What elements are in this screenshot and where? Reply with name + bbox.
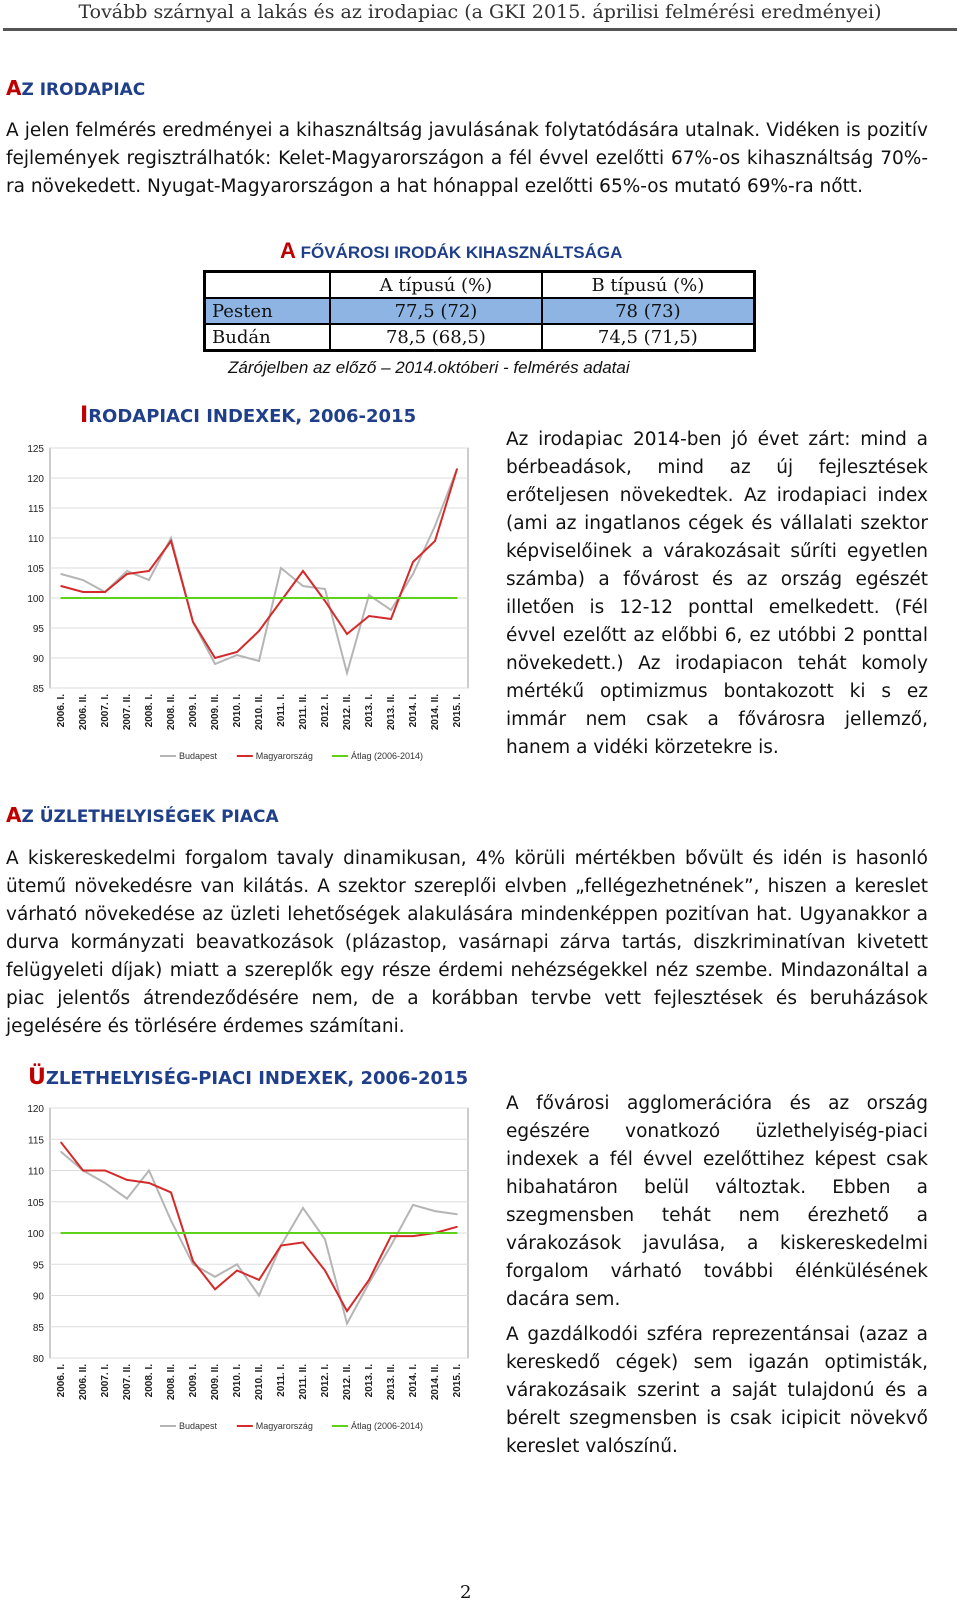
data-point — [324, 1238, 326, 1240]
heading-rest: Z ÜZLETHELYISÉGEK PIACA — [21, 807, 279, 827]
heading-initial: I — [80, 403, 89, 428]
x-tick-label: 2013. II. — [386, 694, 397, 731]
page-number: 2 — [460, 1582, 472, 1603]
data-point — [368, 1232, 370, 1234]
retail-paragraph-1: A fővárosi agglomerációra és az ország egészére vonatkozó üzlethelyiség-piaci indexek a fél évvel ezelőttihez képest csak hibahatáron belül változtak. Ebben a szegmensben tehát nem érezhető a várakozások javulása, a kiskereskedelmi forgalom várható további élénkülésének dacára sem. — [506, 1093, 928, 1310]
data-point — [236, 1263, 238, 1265]
data-point — [192, 621, 194, 623]
x-tick-label: 2012. II. — [342, 694, 353, 731]
x-tick-label: 2006. I. — [56, 694, 67, 728]
data-point — [126, 1232, 128, 1234]
page-header — [0, 0, 960, 34]
data-point — [192, 1260, 194, 1262]
legend-label: Átlag (2006-2014) — [351, 1421, 424, 1431]
heading-rest: ZLETHELYISÉG-PIACI INDEXEK, 2006-2015 — [45, 1068, 469, 1089]
y-tick-label: 100 — [27, 1229, 44, 1240]
data-point — [302, 585, 304, 587]
x-tick-label: 2007. II. — [122, 1364, 133, 1401]
data-point — [82, 579, 84, 581]
data-point — [280, 567, 282, 569]
data-point — [258, 1295, 260, 1297]
y-tick-label: 105 — [27, 1197, 44, 1209]
data-point — [368, 1282, 370, 1284]
data-point — [390, 618, 392, 620]
x-tick-label: 2009. II. — [210, 1364, 221, 1401]
data-point — [126, 1198, 128, 1200]
x-tick-label: 2012. II. — [342, 1364, 353, 1401]
table-header-cell: B típusú (%) — [542, 272, 755, 299]
legend-label: Magyarország — [255, 751, 313, 761]
x-tick-label: 2014. II. — [430, 1364, 441, 1401]
data-point — [258, 1279, 260, 1281]
occupancy-table-title — [280, 238, 622, 264]
x-tick-label: 2008. II. — [166, 694, 177, 731]
x-tick-label: 2006. I. — [56, 1364, 67, 1398]
y-tick-label: 90 — [32, 1291, 44, 1303]
heading-initial: A — [6, 803, 22, 827]
data-point — [148, 1232, 150, 1234]
data-point — [346, 1323, 348, 1325]
x-tick-label: 2006. II. — [78, 1364, 89, 1401]
x-tick-label: 2009. II. — [210, 694, 221, 731]
x-tick-label: 2013. II. — [386, 1364, 397, 1401]
y-tick-label: 105 — [27, 564, 44, 575]
x-tick-label: 2011. I. — [276, 694, 287, 727]
heading-initial: Ü — [28, 1065, 46, 1090]
data-point — [368, 594, 370, 596]
x-tick-label: 2007. II. — [122, 694, 133, 731]
legend-label: Átlag (2006-2014) — [351, 751, 424, 761]
x-tick-label: 2007. I. — [100, 1364, 111, 1398]
y-tick-label: 85 — [32, 684, 44, 695]
table-cell: 78,5 (68,5) — [330, 324, 542, 351]
table-title-initial: A — [280, 238, 296, 263]
x-tick-label: 2012. I. — [320, 694, 331, 728]
data-point — [148, 570, 150, 572]
x-tick-label: 2014. I. — [408, 1364, 419, 1398]
y-tick-label: 110 — [28, 1166, 44, 1178]
data-point — [412, 1232, 414, 1234]
data-point — [346, 1310, 348, 1312]
x-tick-label: 2011. II. — [298, 694, 309, 730]
x-tick-label: 2012. I. — [320, 1364, 331, 1398]
legend-label: Budapest — [179, 751, 218, 761]
x-tick-label: 2014. I. — [408, 694, 419, 728]
data-point — [104, 1170, 106, 1172]
x-tick-label: 2013. I. — [364, 694, 375, 728]
data-point — [214, 597, 216, 599]
x-tick-label: 2015. I. — [452, 1364, 463, 1398]
data-point — [456, 1232, 458, 1234]
data-point — [324, 597, 326, 599]
heading-rest: Z IRODAPIAC — [21, 80, 146, 100]
table-note: Zárójelben az előző – 2014.októberi - felmérés adatai — [228, 358, 630, 377]
data-point — [60, 573, 62, 575]
office-chart-heading — [80, 403, 416, 428]
data-point — [82, 1232, 84, 1234]
x-tick-label: 2011. II. — [298, 1364, 309, 1400]
data-point — [60, 597, 62, 599]
x-tick-label: 2006. II. — [78, 694, 89, 731]
data-point — [104, 1182, 106, 1184]
data-point — [170, 537, 172, 539]
x-tick-label: 2011. I. — [276, 1364, 287, 1397]
data-point — [82, 597, 84, 599]
legend-label: Magyarország — [255, 1421, 313, 1431]
data-point — [302, 1242, 304, 1244]
data-point — [324, 1270, 326, 1272]
data-point — [280, 597, 282, 599]
data-point — [170, 1220, 172, 1222]
data-point — [148, 579, 150, 581]
data-point — [104, 1232, 106, 1234]
data-point — [214, 663, 216, 665]
data-point — [60, 1232, 62, 1234]
data-point — [302, 570, 304, 572]
data-point — [236, 1232, 238, 1234]
data-point — [214, 1276, 216, 1278]
x-tick-label: 2009. I. — [188, 1364, 199, 1398]
office-paragraph: Az irodapiac 2014-ben jó évet zárt: mind a bérbeadások, mind az új fejlesztések erőteljesen növekedtek. Az irodapiaci index (ami az ingatlanos cégek és vállalati szektor képviselőinek a várakozásait sűríti egyetlen számba) a fővárost és az ország egészét illetően is 12-12 ponttal emelkedett. (Fél évvel ezelőtt az előbbi 6, ez utóbbi 2 ponttal növekedett.) Az irodapiacon tehát komoly mértékű optimizmus bontakozott ki s ez immár nem csak a fővárosra jellemző, hanem a vidéki körzetekre is. — [506, 429, 928, 758]
data-point — [456, 1213, 458, 1215]
data-point — [236, 651, 238, 653]
data-point — [324, 1232, 326, 1234]
data-point — [170, 597, 172, 599]
data-point — [456, 468, 458, 470]
data-point — [60, 1151, 62, 1153]
x-tick-label: 2010. I. — [232, 694, 243, 728]
retail-paragraph-2: A gazdálkodói szféra reprezentánsai (azaz a kereskedő cégek) sem igazán optimisták, várakozásaik szerint a saját tulajdonú és a bérelt szegmensben is csak icipicit növekvő kereslet valószínű. — [506, 1324, 928, 1457]
data-point — [434, 597, 436, 599]
retail-index-chart — [20, 1100, 490, 1450]
data-point — [170, 1192, 172, 1194]
heading-rest: RODAPIACI INDEXEK, 2006-2015 — [88, 406, 417, 427]
x-tick-label: 2008. II. — [166, 1364, 177, 1401]
data-point — [412, 1204, 414, 1206]
data-point — [126, 597, 128, 599]
data-point — [126, 570, 128, 572]
data-point — [302, 1207, 304, 1209]
data-point — [214, 1232, 216, 1234]
data-point — [236, 1270, 238, 1272]
data-point — [214, 657, 216, 659]
data-point — [148, 1182, 150, 1184]
section1-paragraph: A jelen felmérés eredményei a kihasználtság javulásának folytatódására utalnak. Vidéken is pozitív fejlemények regisztrálhatók: Kelet-Magyarországon a fél évvel ezelőtti 67%-os kihasználtság 70%-ra növekedett. Nyugat-Magyarországon a hat hónappal ezelőtti 65%-os mutató 69%-ra nőtt. — [6, 120, 928, 197]
x-tick-label: 2010. II. — [254, 694, 265, 731]
data-point — [346, 633, 348, 635]
data-point — [82, 1170, 84, 1172]
data-point — [170, 540, 172, 542]
data-point — [390, 1245, 392, 1247]
occupancy-table — [203, 270, 756, 352]
x-tick-label: 2008. I. — [144, 1364, 155, 1398]
data-point — [412, 573, 414, 575]
data-point — [60, 585, 62, 587]
x-tick-label: 2008. I. — [144, 694, 155, 728]
table-row — [205, 298, 755, 324]
data-point — [302, 1232, 304, 1234]
legend-label: Budapest — [179, 1421, 218, 1431]
data-point — [434, 1232, 436, 1234]
y-tick-label: 95 — [32, 1260, 44, 1272]
data-point — [148, 597, 150, 599]
data-point — [280, 1232, 282, 1234]
data-point — [192, 1263, 194, 1265]
x-tick-label: 2013. I. — [364, 1364, 375, 1398]
y-tick-label: 120 — [27, 474, 44, 485]
table-cell: Budán — [205, 324, 331, 351]
data-point — [126, 1179, 128, 1181]
y-tick-label: 115 — [28, 504, 44, 515]
data-point — [368, 1279, 370, 1281]
data-point — [324, 600, 326, 602]
x-tick-label: 2010. II. — [254, 1364, 265, 1401]
data-point — [280, 600, 282, 602]
data-point — [434, 1210, 436, 1212]
data-point — [192, 597, 194, 599]
y-tick-label: 85 — [32, 1322, 44, 1334]
data-point — [148, 1170, 150, 1172]
section-heading-uzlethelyiseg — [6, 803, 279, 827]
data-point — [390, 609, 392, 611]
y-tick-label: 90 — [32, 654, 44, 665]
x-tick-label: 2015. I. — [452, 694, 463, 728]
data-point — [412, 561, 414, 563]
table-cell: Pesten — [205, 298, 331, 324]
x-tick-label: 2010. I. — [232, 1364, 243, 1398]
header-title: Tovább szárnyal a lakás és az irodapiac (a GKI 2015. áprilisi felmérési eredményei) — [78, 1, 882, 23]
table-cell: 74,5 (71,5) — [542, 324, 755, 351]
data-point — [170, 1232, 172, 1234]
data-point — [434, 540, 436, 542]
data-point — [302, 597, 304, 599]
data-point — [258, 630, 260, 632]
data-point — [346, 672, 348, 674]
table-row — [205, 324, 755, 351]
data-point — [104, 591, 106, 593]
section2-paragraph: A kiskereskedelmi forgalom tavaly dinamikusan, 4% körüli mértékben bővült és idén is hasonló ütemű növekedésre van kilátás. A szektor szereplői elvben „fellégezhetnének”, hiszen a kereslet várható növekedése az üzleti lehetőségek alakulására mindenképpen pozitívan hat. Ugyanakkor a durva kormányzati beavatkozások (plázastop, vasárnapi zárva tartás, diszkriminatívan kivetett felügyeleti díjak) miatt a szereplők egy része érdemi nehézségekkel néz szembe. Mindazonáltal a piac jelentős átrendeződésére nem, de a korábban tervbe vett fejlesztések és beruházások jegelésére és törlésére érdemes számítani. — [6, 848, 928, 1037]
data-point — [280, 1245, 282, 1247]
data-point — [390, 1235, 392, 1237]
table-title-rest: FŐVÁROSI IRODÁK KIHASZNÁLTSÁGA — [295, 243, 623, 262]
x-tick-label: 2014. II. — [430, 694, 441, 731]
office-index-chart — [20, 440, 490, 770]
heading-initial: A — [6, 76, 22, 100]
data-point — [346, 597, 348, 599]
table-cell: 77,5 (72) — [330, 298, 542, 324]
data-point — [192, 1232, 194, 1234]
data-point — [324, 588, 326, 590]
data-point — [126, 573, 128, 575]
x-tick-label: 2007. I. — [100, 694, 111, 728]
data-point — [104, 597, 106, 599]
table-cell: 78 (73) — [542, 298, 755, 324]
retail-chart-heading — [28, 1065, 468, 1090]
header-rule — [3, 28, 957, 31]
data-point — [236, 654, 238, 656]
y-tick-label: 115 — [28, 1135, 44, 1147]
table-header-row — [205, 272, 755, 299]
y-tick-label: 110 — [28, 534, 44, 545]
data-point — [412, 597, 414, 599]
section-heading-irodapiac — [6, 76, 145, 100]
data-point — [390, 597, 392, 599]
data-point — [346, 1232, 348, 1234]
y-tick-label: 120 — [27, 1104, 44, 1115]
table-header-cell: A típusú (%) — [330, 272, 542, 299]
y-tick-label: 80 — [32, 1354, 44, 1365]
table-header-cell — [205, 272, 331, 299]
data-point — [368, 597, 370, 599]
data-point — [236, 597, 238, 599]
data-point — [368, 615, 370, 617]
data-point — [258, 660, 260, 662]
data-point — [214, 1288, 216, 1290]
data-point — [258, 597, 260, 599]
data-point — [258, 1232, 260, 1234]
data-point — [390, 1232, 392, 1234]
y-tick-label: 95 — [32, 624, 44, 635]
y-tick-label: 100 — [27, 594, 44, 605]
data-point — [456, 1226, 458, 1228]
data-point — [82, 591, 84, 593]
data-point — [412, 1235, 414, 1237]
data-point — [434, 525, 436, 527]
x-tick-label: 2009. I. — [188, 694, 199, 728]
data-point — [456, 597, 458, 599]
y-tick-label: 125 — [27, 444, 44, 455]
data-point — [60, 1142, 62, 1144]
